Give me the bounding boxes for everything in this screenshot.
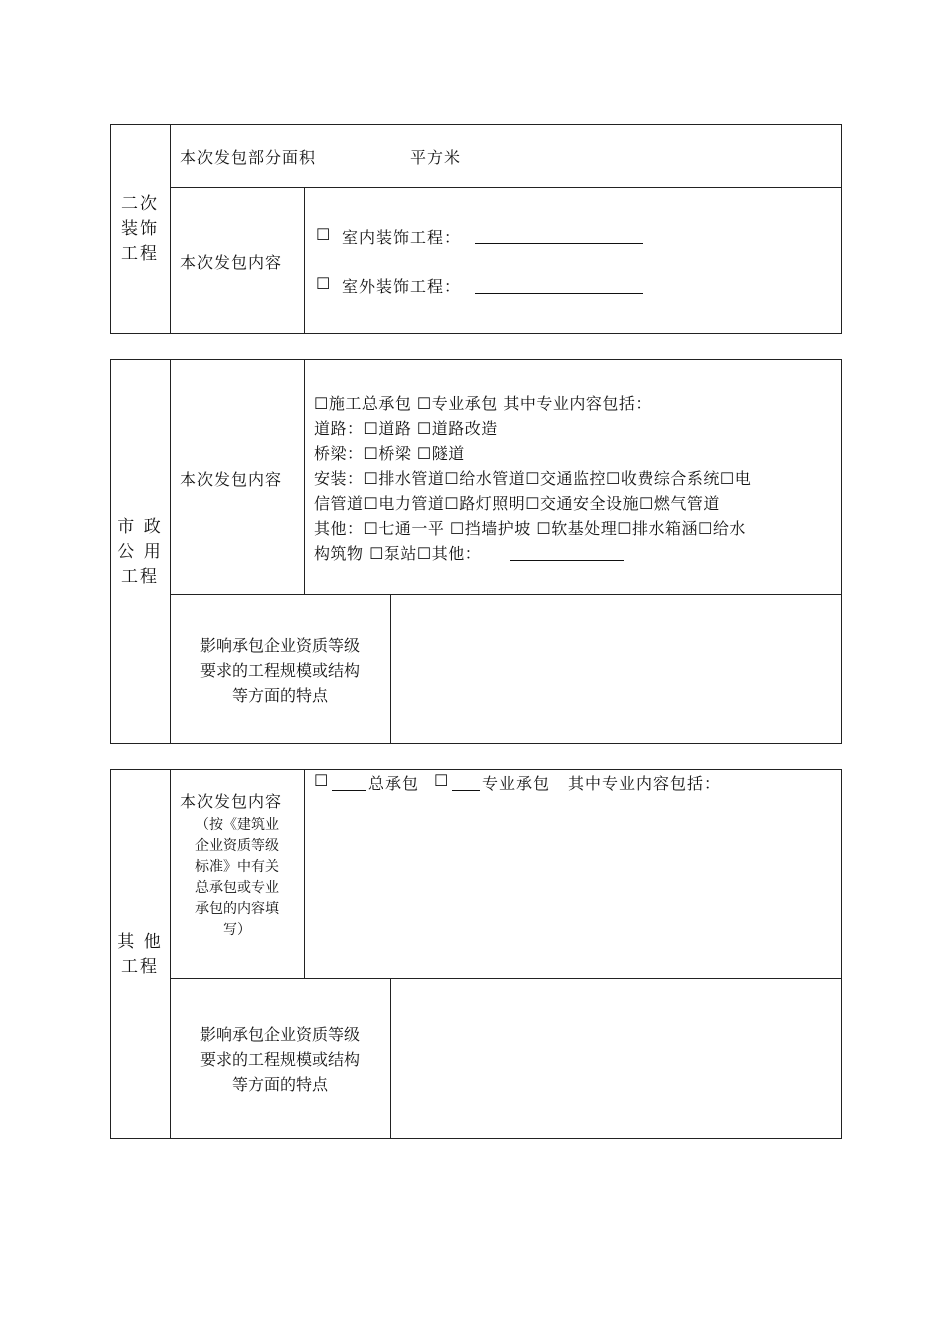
outdoor-input-line[interactable]	[475, 293, 643, 294]
indoor-label: 室内装饰工程：	[342, 228, 462, 247]
content-line[interactable]: 构筑物 ☐泵站☐其他：	[314, 544, 482, 563]
other-section-label: 其 他 工程	[117, 932, 163, 977]
municipal-content-options[interactable]	[314, 391, 751, 566]
other-content-note: （按《建筑业 企业资质等级 标准》中有关 总承包或专业 承包的内容填 写）	[195, 817, 279, 938]
decoration-col-divider	[170, 124, 171, 334]
municipal-feature-label: 影响承包企业资质等级 要求的工程规模或结构 等方面的特点	[199, 636, 360, 705]
municipal-content-label: 本次发包内容	[180, 470, 283, 489]
municipal-feature-input[interactable]	[392, 596, 840, 742]
municipal-other-input-line[interactable]	[510, 560, 624, 561]
other-content-label: 本次发包内容	[180, 792, 283, 811]
other-feature-divider	[390, 978, 391, 1139]
indoor-input-line[interactable]	[475, 243, 643, 244]
general-contract-label: 总承包	[368, 774, 420, 793]
municipal-row-divider	[170, 594, 842, 595]
outdoor-label: 室外装饰工程：	[342, 277, 462, 296]
content-line[interactable]: 其他：☐七通一平 ☐挡墙护坡 ☐软基处理☐排水箱涵☐给水	[314, 519, 746, 538]
area-label: 本次发包部分面积	[180, 148, 317, 167]
special-contract-checkbox[interactable]: ☐	[434, 771, 450, 790]
municipal-feature-divider	[390, 594, 391, 744]
other-content-divider	[304, 769, 305, 978]
general-contract-input-line[interactable]	[332, 790, 366, 791]
other-feature-label: 影响承包企业资质等级 要求的工程规模或结构 等方面的特点	[199, 1025, 360, 1094]
decoration-section-label: 二次 装饰 工程	[121, 194, 159, 264]
municipal-content-divider	[304, 359, 305, 594]
area-input[interactable]	[335, 166, 405, 167]
indoor-checkbox[interactable]: ☐	[316, 225, 332, 244]
special-contract-input-line[interactable]	[452, 790, 480, 791]
decoration-subcol-divider	[304, 187, 305, 334]
content-line[interactable]: ☐施工总承包 ☐专业承包 其中专业内容包括：	[314, 394, 652, 413]
municipal-section-label: 市 政 公 用 工程	[117, 517, 163, 587]
special-contract-label: 专业承包	[482, 774, 551, 793]
general-contract-checkbox[interactable]: ☐	[314, 771, 330, 790]
content-line[interactable]: 安装：☐排水管道☐给水管道☐交通监控☐收费综合系统☐电	[314, 469, 752, 488]
content-line[interactable]: 信管道☐电力管道☐路灯照明☐交通安全设施☐燃气管道	[314, 494, 720, 513]
other-row-divider	[170, 978, 842, 979]
decoration-row-divider	[170, 187, 842, 188]
content-line[interactable]: 桥梁：☐桥梁 ☐隧道	[314, 444, 465, 463]
content-line[interactable]: 道路：☐道路 ☐道路改造	[314, 419, 498, 438]
area-unit: 平方米	[410, 148, 462, 167]
other-feature-input[interactable]	[392, 980, 840, 1137]
outdoor-checkbox[interactable]: ☐	[316, 274, 332, 293]
special-content-label: 其中专业内容包括：	[568, 774, 722, 793]
decoration-content-label: 本次发包内容	[180, 253, 283, 272]
